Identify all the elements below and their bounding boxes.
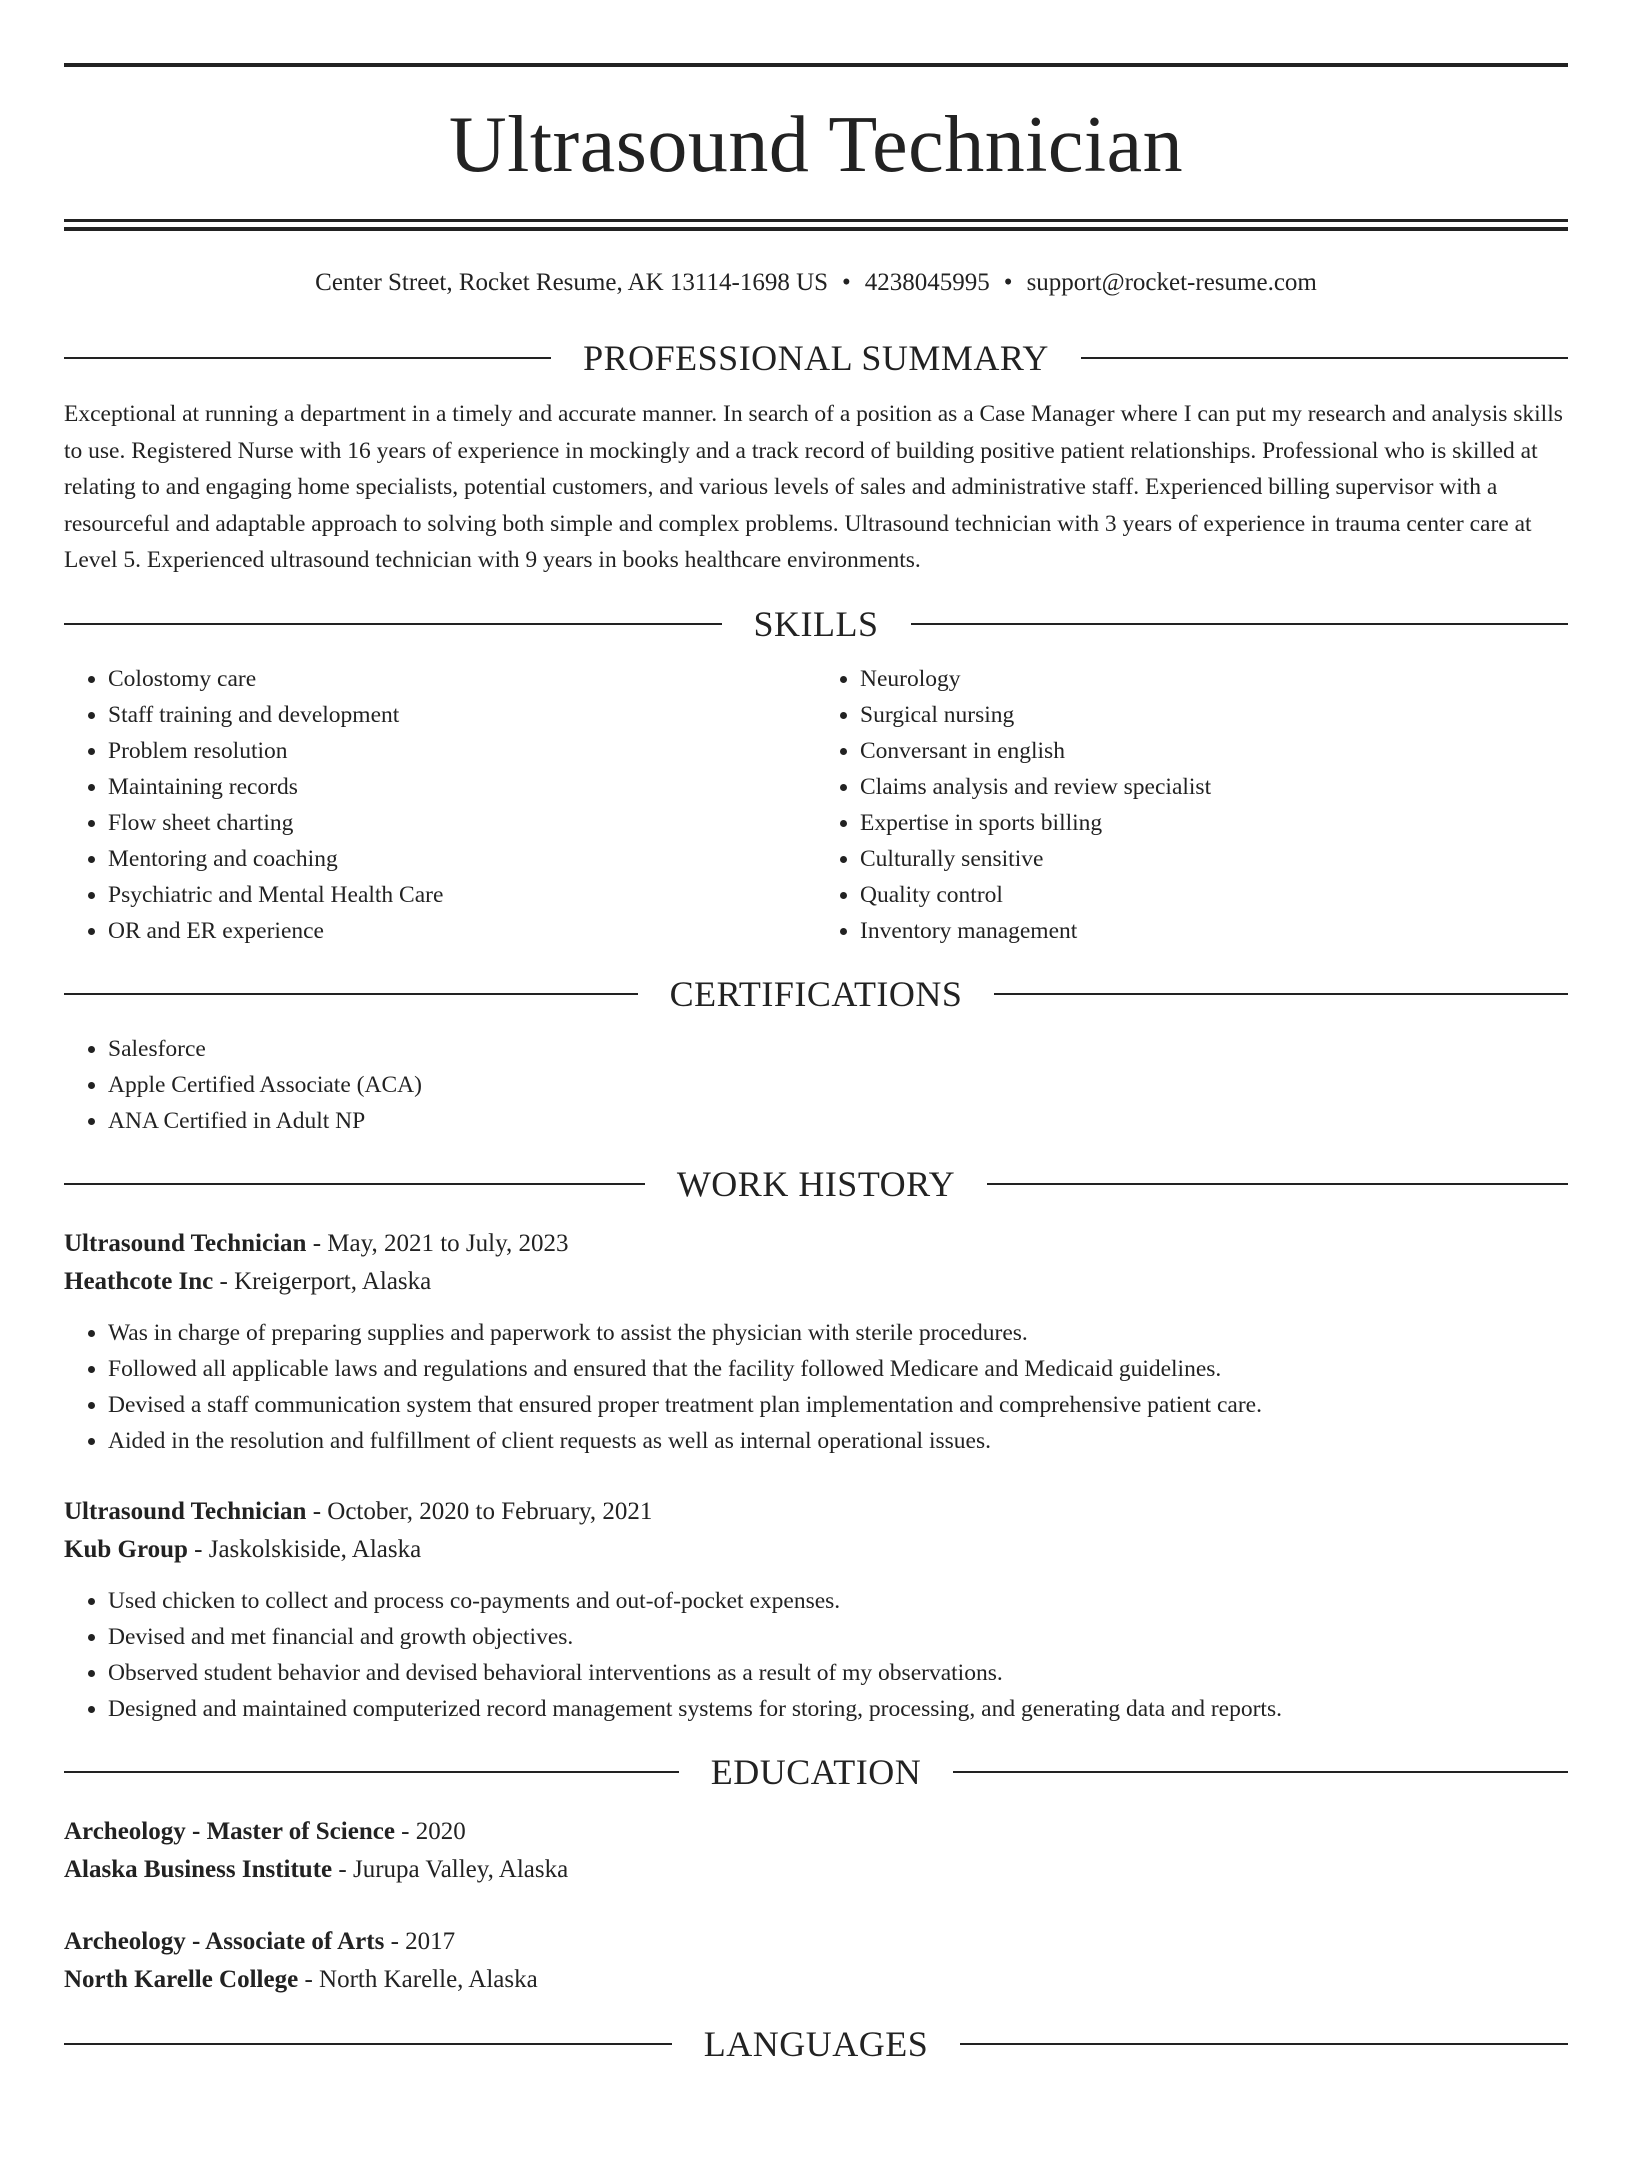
job-title-line (64, 1225, 1568, 1263)
top-rule (64, 63, 1568, 67)
education-degree-line (64, 1923, 1568, 1961)
header-rule-2 (64, 227, 1568, 231)
job-title-line (64, 1493, 1568, 1531)
job-company-line (64, 1531, 1568, 1569)
section-title: CERTIFICATIONS (669, 973, 963, 1014)
education-school-line (64, 1961, 1568, 1999)
education-degree-line (64, 1813, 1568, 1851)
list-item: • Observed student behavior and devised behavioral interventions as a result of my observations. (108, 1655, 1568, 1691)
summary-text: Exceptional at running a department in a timely and accurate manner. In search of a position as a Case Manager where I can put my research and analysis skills to use. Registered Nurse with 16 years of experience in mockingly and a track record of building positive patient relationships. Professional who is skilled at relating to and engaging home specialists, potential customers, and various levels of sales and administrative staff. Experienced billing supervisor with a resourceful and adaptable approach to solving both simple and complex problems. Ultrasound technician with 3 years of experience in trauma center care at Level 5. Experienced ultrasound technician with 9 years in books healthcare environments. (64, 401, 1563, 573)
divider (64, 2043, 672, 2045)
divider (64, 623, 722, 625)
list-item: • Neurology (860, 661, 1568, 697)
section-title: EDUCATION (710, 1751, 922, 1792)
contact-phone: 4238045995 (864, 269, 990, 296)
list-item: • Aided in the resolution and fulfillment of client requests as well as internal operational issues. (108, 1423, 1568, 1459)
list-item: • Colostomy care (108, 661, 816, 697)
contact-separator: • (842, 269, 851, 296)
divider (911, 623, 1569, 625)
job-title: Ultrasound Technician (64, 1497, 307, 1525)
education-location: - Jurupa Valley, Alaska (332, 1855, 569, 1883)
resume-name: Ultrasound Technician (448, 101, 1184, 189)
section-title: LANGUAGES (703, 2023, 929, 2064)
certifications-list (64, 1031, 1568, 1139)
list-item: • Claims analysis and review specialist (860, 769, 1568, 805)
list-item: • Flow sheet charting (108, 805, 816, 841)
education-school: North Karelle College (64, 1965, 299, 1993)
education-year: - 2017 (384, 1927, 456, 1955)
job-company-line (64, 1263, 1568, 1301)
skills-column-left (64, 661, 816, 949)
section-header-work (64, 1159, 1568, 1209)
contact-separator: • (1003, 269, 1013, 296)
divider (64, 1771, 679, 1773)
education-degree: Archeology - Master of Science (64, 1817, 395, 1845)
education-year: - 2020 (394, 1817, 466, 1845)
job-entry (64, 1225, 1568, 1459)
list-item: • Inventory management (860, 913, 1568, 949)
list-item: • Culturally sensitive (860, 841, 1568, 877)
divider (960, 2043, 1568, 2045)
section-header-skills (64, 599, 1568, 649)
education-entry (64, 1813, 1568, 1889)
list-item: • Devised and met financial and growth objectives. (108, 1619, 1568, 1655)
list-item: • OR and ER experience (108, 913, 816, 949)
list-item: • Staff training and development (108, 697, 816, 733)
job-bullets (64, 1315, 1568, 1459)
contact-line (64, 269, 1568, 303)
job-entry (64, 1493, 1568, 1727)
list-item: • Conversant in english (860, 733, 1568, 769)
job-location: - Jaskolskiside, Alaska (187, 1535, 422, 1563)
list-item: • Problem resolution (108, 733, 816, 769)
job-dates: - May, 2021 to July, 2023 (306, 1229, 569, 1257)
skills-list (64, 661, 1568, 949)
divider (994, 993, 1568, 995)
job-company: Kub Group (64, 1535, 188, 1563)
education-entry (64, 1923, 1568, 1999)
section-header-languages (64, 2019, 1568, 2069)
contact-email: support@rocket-resume.com (1026, 269, 1317, 296)
list-item: • Apple Certified Associate (ACA) (108, 1067, 1568, 1103)
contact-address: Center Street, Rocket Resume, AK 13114-1698 US (315, 269, 829, 296)
divider (64, 993, 638, 995)
section-title: WORK HISTORY (676, 1163, 956, 1204)
list-item: • Expertise in sports billing (860, 805, 1568, 841)
section-title: SKILLS (753, 603, 879, 644)
education-location: - North Karelle, Alaska (298, 1965, 538, 1993)
job-bullets (64, 1583, 1568, 1727)
list-item: • Psychiatric and Mental Health Care (108, 877, 816, 913)
section-header-certifications (64, 969, 1568, 1019)
list-item: • Designed and maintained computerized record management systems for storing, processing, and generating data and reports. (108, 1691, 1568, 1727)
list-item: • Used chicken to collect and process co-payments and out-of-pocket expenses. (108, 1583, 1568, 1619)
header-rule (64, 219, 1568, 222)
list-item: • Surgical nursing (860, 697, 1568, 733)
divider (64, 357, 551, 359)
job-company: Heathcote Inc (64, 1267, 214, 1295)
list-item: • Followed all applicable laws and regulations and ensured that the facility followed Medicare and Medicaid guidelines. (108, 1351, 1568, 1387)
skills-column-right (816, 661, 1568, 949)
job-dates: - October, 2020 to February, 2021 (306, 1497, 653, 1525)
resume-page (0, 63, 1632, 2175)
divider (953, 1771, 1568, 1773)
education-degree: Archeology - Associate of Arts (64, 1927, 385, 1955)
section-header-education (64, 1747, 1568, 1797)
list-item: • Salesforce (108, 1031, 1568, 1067)
education-school-line (64, 1851, 1568, 1889)
list-item: • Quality control (860, 877, 1568, 913)
list-item: • Maintaining records (108, 769, 816, 805)
divider (64, 1183, 645, 1185)
job-title: Ultrasound Technician (64, 1229, 307, 1257)
list-item: • Mentoring and coaching (108, 841, 816, 877)
divider (1081, 357, 1568, 359)
list-item: • Devised a staff communication system that ensured proper treatment plan implementation and comprehensive patient care. (108, 1387, 1568, 1423)
education-school: Alaska Business Institute (64, 1855, 333, 1883)
divider (987, 1183, 1568, 1185)
list-item: • ANA Certified in Adult NP (108, 1103, 1568, 1139)
section-header-summary (64, 333, 1568, 383)
section-title: PROFESSIONAL SUMMARY (583, 338, 1049, 378)
job-location: - Kreigerport, Alaska (213, 1267, 432, 1295)
list-item: • Was in charge of preparing supplies and paperwork to assist the physician with sterile procedures. (108, 1315, 1568, 1351)
